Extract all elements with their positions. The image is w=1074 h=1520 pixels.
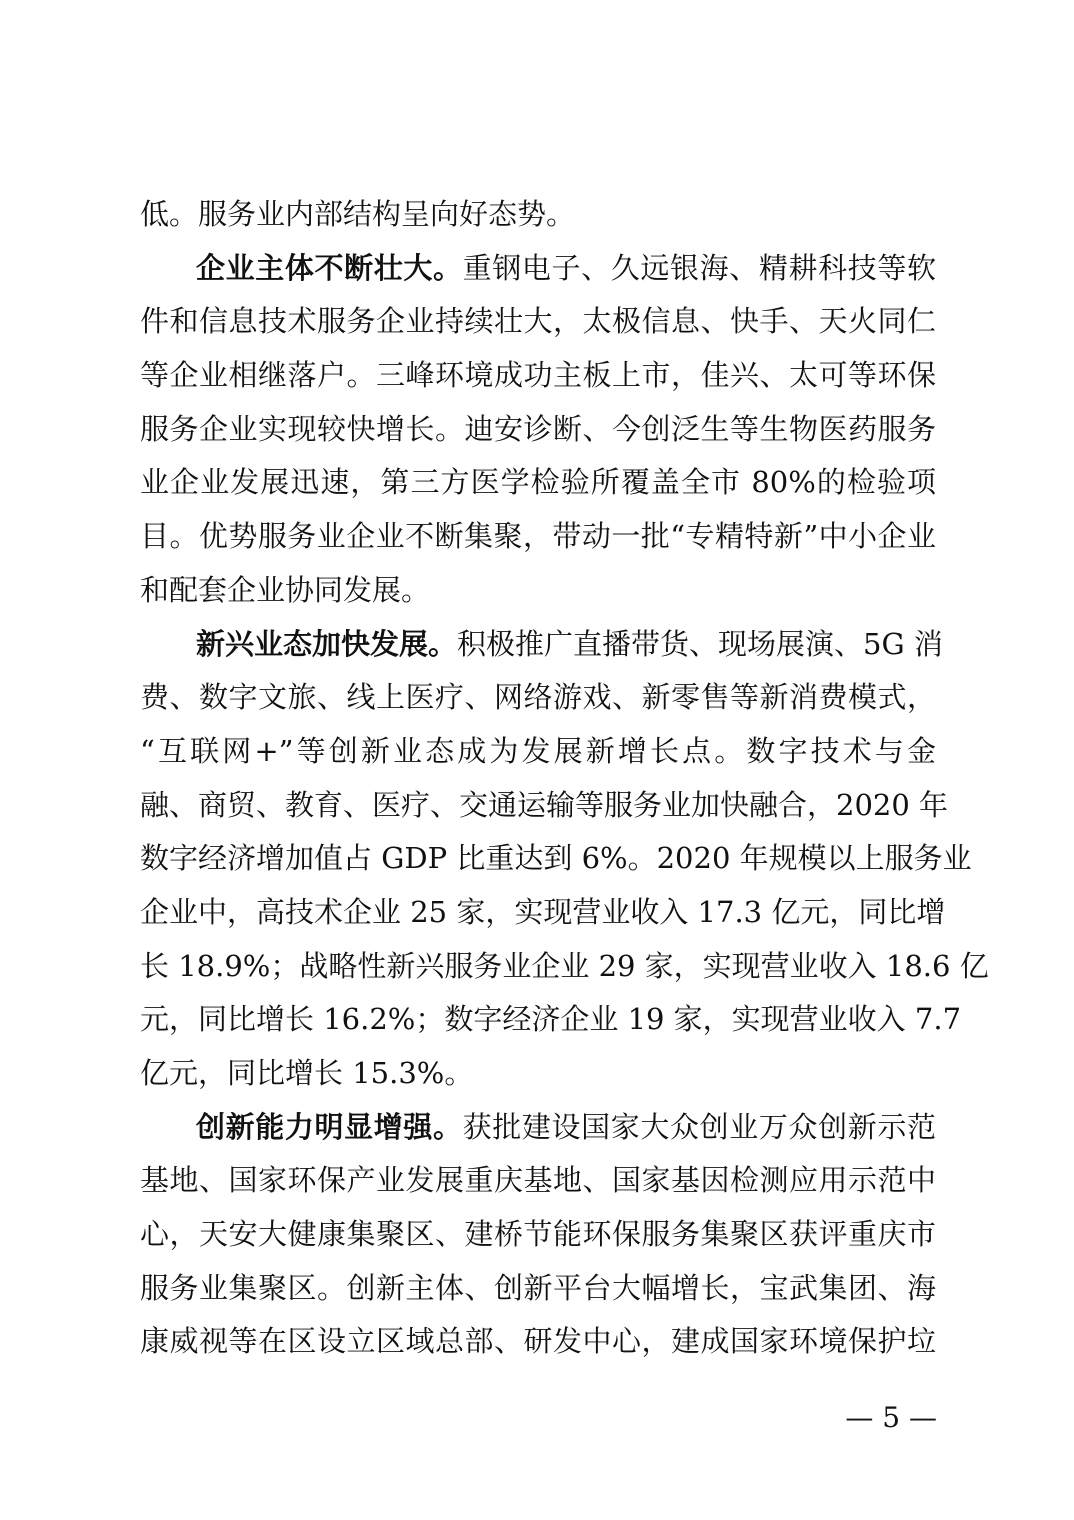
line-text: 数字经济增加值占 GDP 比重达到 6%。2020 年规模以上服务业 <box>140 841 972 876</box>
line-text: 企业中，高技术企业 25 家，实现营业收入 17.3 亿元，同比增 <box>140 894 946 929</box>
text-line <box>140 993 962 1047</box>
paragraph-lead-heading: 新兴业态加快发展。 <box>196 626 458 661</box>
line-text: “互联网+”等创新业态成为发展新增长点。数字技术与金 <box>140 733 936 768</box>
line-text: 长 18.9%；战略性新兴服务业企业 29 家，实现营业收入 18.6 亿 <box>140 948 989 983</box>
line-text: 低。服务业内部结构呈向好态势。 <box>140 197 576 231</box>
line-text: 获批建设国家大众创业万众创新示范 <box>462 1109 936 1144</box>
document-body <box>140 188 989 1369</box>
text-line <box>140 1101 936 1155</box>
line-text: 费、数字文旅、线上医疗、网络游戏、新零售等新消费模式， <box>140 680 936 715</box>
line-text: 积极推广直播带货、现场展演、5G 消 <box>457 626 943 661</box>
line-text: 服务企业实现较快增长。迪安诊断、今创泛生等生物医药服务 <box>140 411 936 446</box>
text-line <box>140 403 936 457</box>
text-line <box>140 1208 936 1262</box>
text-line <box>140 618 943 672</box>
line-text: 重钢电子、久远银海、精耕科技等软 <box>462 250 936 285</box>
text-line <box>140 779 949 833</box>
text-line <box>140 295 936 349</box>
line-text: 基地、国家环保产业发展重庆基地、国家基因检测应用示范中 <box>140 1163 936 1198</box>
text-line <box>140 940 989 994</box>
line-text: 和配套企业协同发展。 <box>140 572 431 607</box>
text-line <box>140 1154 936 1208</box>
text-line <box>140 564 936 618</box>
line-text: 心，天安大健康集聚区、建桥节能环保服务集聚区获评重庆市 <box>140 1217 936 1252</box>
text-line <box>140 1262 936 1316</box>
text-line <box>140 832 972 886</box>
text-line <box>140 725 936 779</box>
line-text: 元，同比增长 16.2%；数字经济企业 19 家，实现营业收入 7.7 <box>140 1002 962 1037</box>
text-line <box>140 510 936 564</box>
text-line <box>140 1047 936 1101</box>
paragraph <box>140 242 936 618</box>
line-text: 服务业集聚区。创新主体、创新平台大幅增长，宝武集团、海 <box>140 1270 936 1305</box>
text-line <box>140 456 936 510</box>
text-line <box>140 188 936 242</box>
text-line <box>140 1315 936 1369</box>
line-text: 业企业发展迅速，第三方医学检验所覆盖全市 80%的检验项 <box>140 465 936 500</box>
line-text: 件和信息技术服务企业持续壮大，太极信息、快手、天火同仁 <box>140 304 936 339</box>
page-number: — 5 — <box>845 1401 937 1434</box>
paragraph <box>140 1101 936 1369</box>
line-text: 亿元，同比增长 15.3%。 <box>140 1056 474 1090</box>
line-text: 目。优势服务业企业不断集聚，带动一批“专精特新”中小企业 <box>140 519 936 554</box>
text-line <box>140 349 936 403</box>
text-line <box>140 242 936 296</box>
text-line <box>140 671 936 725</box>
paragraph <box>140 188 936 242</box>
line-text: 等企业相继落户。三峰环境成功主板上市，佳兴、太可等环保 <box>140 358 936 393</box>
line-text: 康威视等在区设立区域总部、研发中心，建成国家环境保护垃 <box>140 1324 936 1359</box>
line-text: 融、商贸、教育、医疗、交通运输等服务业加快融合，2020 年 <box>140 787 949 822</box>
text-line <box>140 886 946 940</box>
paragraph-lead-heading: 企业主体不断壮大。 <box>196 250 463 285</box>
paragraph-lead-heading: 创新能力明显增强。 <box>196 1109 463 1144</box>
paragraph <box>140 618 989 1101</box>
